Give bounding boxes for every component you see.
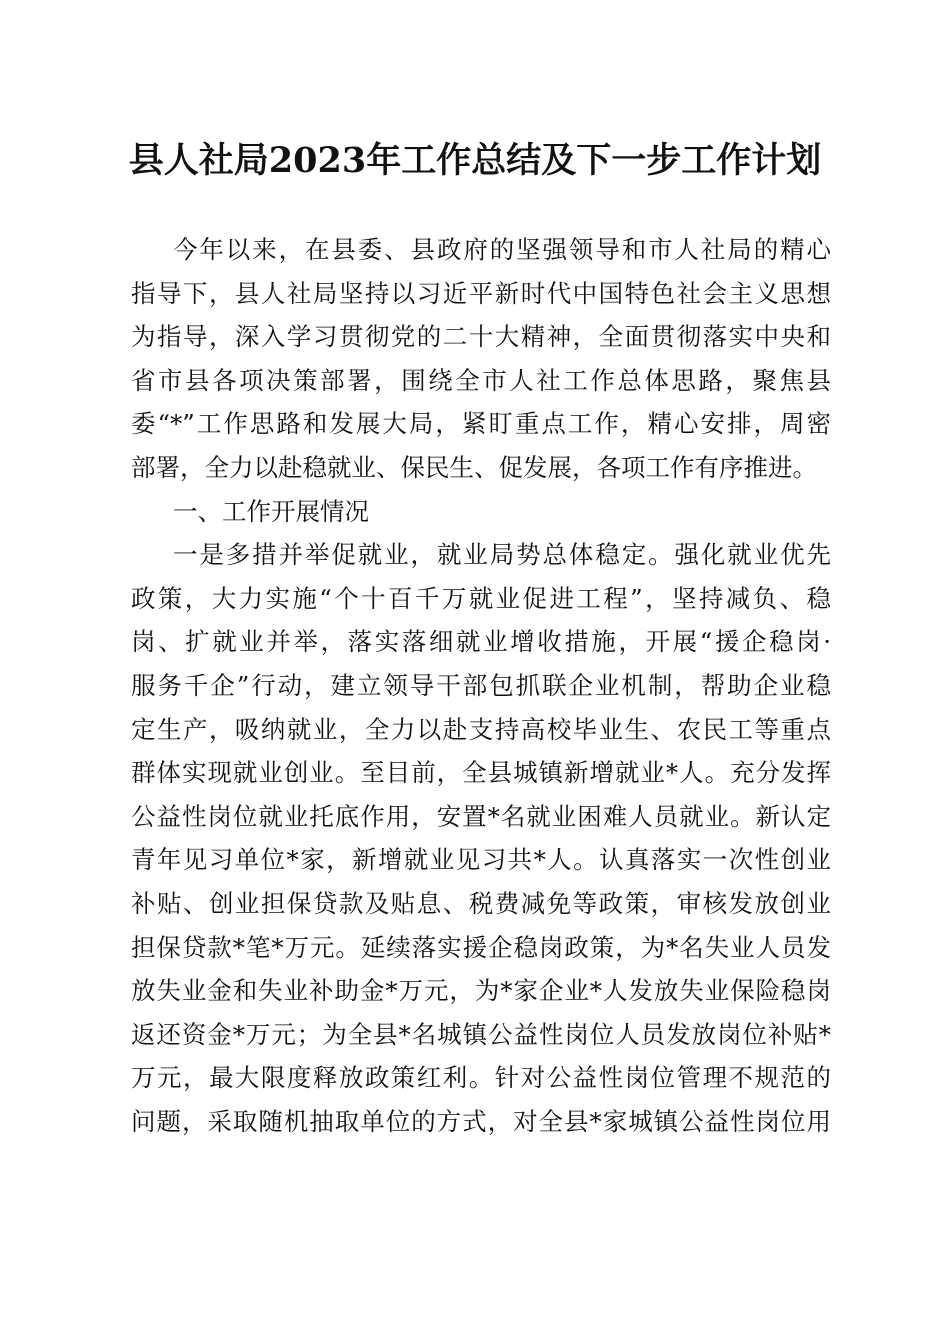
document-title: 县人社局2023年工作总结及下一步工作计划 xyxy=(128,140,822,181)
intro-line: 委“*”工作思路和发展大局，紧盯重点工作，精心安排，周密 xyxy=(131,409,831,439)
document-body xyxy=(131,228,831,1143)
section-line: 青年见习单位*家，新增就业见习共*人。认真落实一次性创业 xyxy=(131,845,831,875)
intro-line: 省市县各项决策部署，围绕全市人社工作总体思路，聚焦县 xyxy=(131,365,831,395)
section-line: 担保贷款*笔*万元。延续落实援企稳岗政策，为*名失业人员发 xyxy=(131,932,831,962)
section-heading: 一、工作开展情况 xyxy=(173,496,369,526)
section-line: 放失业金和失业补助金*万元，为*家企业*人发放失业保险稳岗 xyxy=(131,976,831,1006)
section-line: 一是多措并举促就业，就业局势总体稳定。强化就业优先 xyxy=(173,540,831,570)
section-line: 公益性岗位就业托底作用，安置*名就业困难人员就业。新认定 xyxy=(131,801,831,831)
section-line: 返还资金*万元；为全县*名城镇公益性岗位人员发放岗位补贴* xyxy=(131,1019,831,1049)
section-line: 问题，采取随机抽取单位的方式，对全县*家城镇公益性岗位用 xyxy=(131,1106,831,1136)
section-line: 岗、扩就业并举，落实落细就业增收措施，开展“援企稳岗· xyxy=(131,627,831,657)
section-line: 定生产，吸纳就业，全力以赴支持高校毕业生、农民工等重点 xyxy=(131,714,831,744)
intro-line: 部署，全力以赴稳就业、保民生、促发展，各项工作有序推进。 xyxy=(131,452,817,482)
section-line: 万元，最大限度释放政策红利。针对公益性岗位管理不规范的 xyxy=(131,1063,831,1093)
section-line: 群体实现就业创业。至目前，全县城镇新增就业*人。充分发挥 xyxy=(131,758,831,788)
intro-line: 为指导，深入学习贯彻党的二十大精神，全面贯彻落实中央和 xyxy=(131,322,831,352)
intro-line: 指导下，县人社局坚持以习近平新时代中国特色社会主义思想 xyxy=(131,278,831,308)
section-line: 政策，大力实施“个十百千万就业促进工程”，坚持减负、稳 xyxy=(131,583,831,613)
section-line: 补贴、创业担保贷款及贴息、税费减免等政策，审核发放创业 xyxy=(131,888,831,918)
section-line: 服务千企”行动，建立领导干部包抓联企业机制，帮助企业稳 xyxy=(131,670,831,700)
intro-line: 今年以来，在县委、县政府的坚强领导和市人社局的精心 xyxy=(173,235,831,264)
